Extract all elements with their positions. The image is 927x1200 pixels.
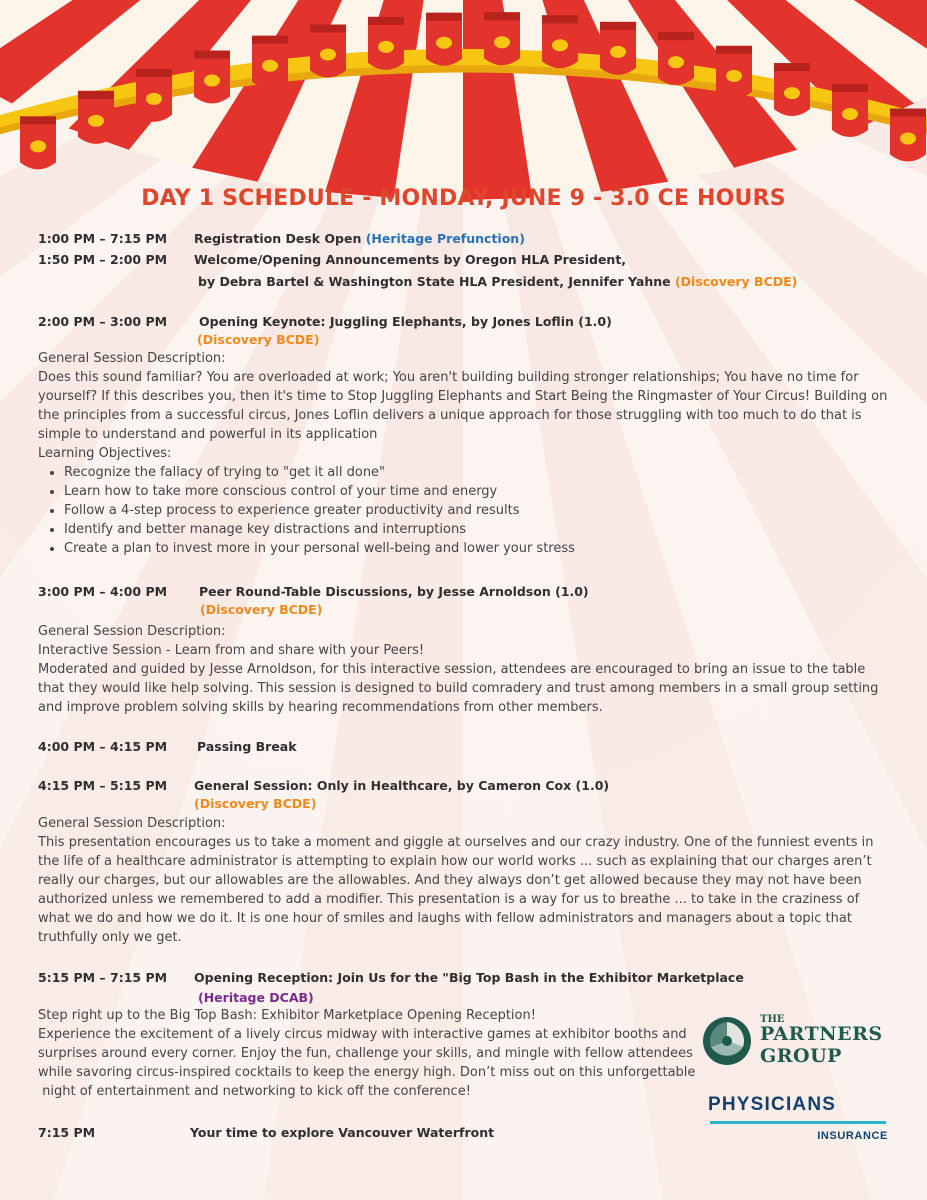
row-time: 7:15 PM bbox=[38, 1125, 96, 1140]
row-time: 4:15 PM – 5:15 PM bbox=[38, 778, 168, 793]
description-line: night of entertainment and networking to kick off the conference! bbox=[38, 1084, 471, 1099]
description-label: General Session Description: bbox=[38, 624, 226, 639]
row-time: 4:00 PM – 4:15 PM bbox=[38, 739, 168, 754]
page-title: DAY 1 SCHEDULE - MONDAY, JUNE 9 - 3.0 CE HOURS bbox=[141, 186, 786, 211]
description-intro: Interactive Session - Learn from and share with your Peers! bbox=[38, 643, 425, 658]
logo-text-insurance: INSURANCE bbox=[817, 1130, 888, 1142]
logo-text-physicians: PHYSICIANS bbox=[708, 1094, 837, 1115]
list-item: • Identify and better manage key distractions and interruptions bbox=[64, 520, 890, 539]
physicians-insurance-logo bbox=[708, 1094, 888, 1150]
description-text: Does this sound familiar? You are overloaded at work; You aren't building building stronger relationships; You have no time for yourself? If this describes you, then it's time to Stop Juggling Elephants and Start Being the Ringmaster of Your Circus! Building on the principles from a successful circus, Jones Loflin delivers a unique approach for those struggling with too much to do that is simple to understand and powerful in its application bbox=[38, 370, 888, 442]
objectives-list bbox=[38, 463, 890, 558]
row-time: 1:00 PM – 7:15 PM bbox=[38, 231, 168, 246]
row-time: 1:50 PM – 2:00 PM bbox=[38, 252, 168, 267]
row-event: Welcome/Opening Announcements by Oregon HLA President, bbox=[194, 252, 627, 267]
row-location: (Discovery BCDE) bbox=[194, 796, 317, 811]
row-event: Opening Keynote: Juggling Elephants, by Jones Loflin (1.0) bbox=[199, 314, 612, 329]
logo-text-group: GROUP bbox=[760, 1045, 842, 1067]
description-line: Experience the excitement of a lively circus midway with interactive games at exhibitor booths and bbox=[38, 1027, 687, 1042]
list-item: • Recognize the fallacy of trying to "get it all done" bbox=[64, 463, 890, 482]
description-line: surprises around every corner. Enjoy the fun, challenge your skills, and mingle with fellow attendees bbox=[38, 1046, 693, 1061]
row-event: Passing Break bbox=[197, 739, 297, 754]
description-text: This presentation encourages us to take a moment and giggle at ourselves and our crazy industry. One of the funniest events in the life of a healthcare administrator is attempting to explain how our world works ... such as explaining that our charges aren’t really our charges, but our allowables are the allowables. And they always don’t get allowed because they may not have been authorized unless we remembered to add a modifier. This presentation is a way for us to breathe ... to take in the craziness of what we do and how we do it. It is one hour of smiles and laughs with fellow administrators and managers about a topic that truthfully only we get. bbox=[38, 835, 874, 945]
row-event: Peer Round-Table Discussions, by Jesse Arnoldson (1.0) bbox=[199, 584, 589, 599]
row-event: Registration Desk Open bbox=[194, 231, 362, 246]
objectives-label: Learning Objectives: bbox=[38, 446, 172, 461]
row-time: 5:15 PM – 7:15 PM bbox=[38, 970, 168, 985]
row-event: Opening Reception: Join Us for the "Big Top Bash in the Exhibitor Marketplace bbox=[194, 970, 744, 985]
partners-group-logo bbox=[702, 1012, 892, 1074]
keynote-description bbox=[38, 349, 890, 558]
row-time: 3:00 PM – 4:00 PM bbox=[38, 584, 168, 599]
healthcare-description bbox=[38, 814, 890, 947]
list-item: • Follow a 4-step process to experience greater productivity and results bbox=[64, 501, 890, 520]
logo-text-partners: PARTNERS bbox=[760, 1023, 883, 1045]
row-event: Your time to explore Vancouver Waterfront bbox=[190, 1125, 495, 1140]
description-text: Moderated and guided by Jesse Arnoldson, for this interactive session, attendees are encouraged to bring an issue to the table that they would like help solving. This session is designed to build comradery and trust among members in a small group setting and improve problem solving skills by hearing recommendations from other members. bbox=[38, 662, 879, 715]
partners-emblem-icon bbox=[702, 1016, 752, 1066]
row-location: (Heritage DCAB) bbox=[198, 990, 314, 1005]
list-item: • Learn how to take more conscious control of your time and energy bbox=[64, 482, 890, 501]
description-label: General Session Description: bbox=[38, 351, 226, 366]
logo-divider bbox=[710, 1121, 886, 1124]
description-line: Step right up to the Big Top Bash: Exhibitor Marketplace Opening Reception! bbox=[38, 1008, 536, 1023]
row-location: (Discovery BCDE) bbox=[200, 602, 323, 617]
row-location: (Discovery BCDE) bbox=[197, 332, 320, 347]
row-event-continued: by Debra Bartel & Washington State HLA President, Jennifer Yahne bbox=[198, 274, 671, 289]
description-label: General Session Description: bbox=[38, 816, 226, 831]
row-time: 2:00 PM – 3:00 PM bbox=[38, 314, 168, 329]
list-item: • Create a plan to invest more in your personal well-being and lower your stress bbox=[64, 539, 890, 558]
logo-text-the: THE bbox=[760, 1014, 785, 1025]
peer-description bbox=[38, 622, 890, 717]
description-line: while savoring circus-inspired cocktails to keep the energy high. Don’t miss out on this unforgettable bbox=[38, 1065, 696, 1080]
reception-description bbox=[38, 1006, 698, 1101]
row-location: (Heritage Prefunction) bbox=[365, 231, 525, 246]
row-location: (Discovery BCDE) bbox=[674, 274, 798, 289]
row-event: General Session: Only in Healthcare, by Cameron Cox (1.0) bbox=[194, 778, 610, 793]
